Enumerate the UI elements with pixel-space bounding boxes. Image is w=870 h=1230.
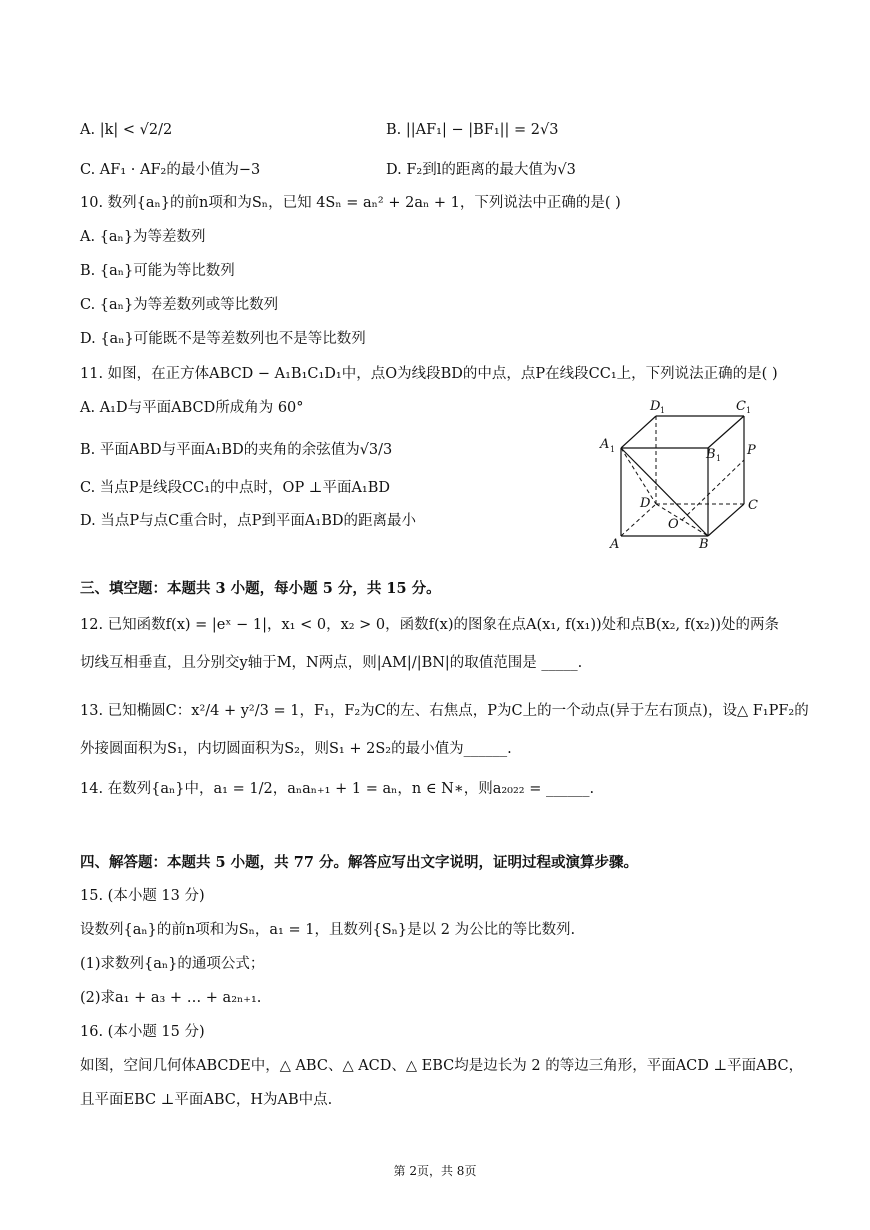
label-D1-sub: 1	[660, 406, 666, 415]
label-C1-sub: 1	[746, 406, 752, 415]
q9-option-c: C. AF₁ · AF₂的最小值为−3	[80, 162, 261, 178]
q11-option-a: A. A₁D与平面ABCD所成角为 60°	[80, 400, 304, 416]
q11-option-d: D. 当点P与点C重合时，点P到平面A₁BD的距离最小	[80, 513, 416, 529]
label-D: D	[640, 496, 651, 511]
label-A: A	[610, 537, 620, 552]
label-P: P	[747, 443, 756, 458]
q11-option-c: C. 当点P是线段CC₁的中点时，OP ⊥平面A₁BD	[80, 480, 391, 496]
q15-part2: (2)求a₁ + a₃ + … + a₂ₙ₊₁.	[80, 990, 262, 1006]
page-footer: 第 2页，共 8页	[393, 1164, 477, 1178]
q11-option-b: B. 平面ABD与平面A₁BD的夹角的余弦值为√3/3	[80, 442, 393, 458]
q15-stem: 设数列{aₙ}的前n项和为Sₙ，a₁ = 1，且数列{Sₙ}是以 2 为公比的等比数列.	[80, 922, 576, 938]
q16-title: 16. (本小题 15 分)	[80, 1024, 205, 1040]
q10-option-a: A. {aₙ}为等差数列	[80, 229, 206, 245]
label-A1: A	[600, 437, 610, 452]
q14: 14. 在数列{aₙ}中，a₁ = 1/2，aₙaₙ₊₁ + 1 = aₙ，n ∈ N∗，则a₂₀₂₂ = ______.	[80, 781, 595, 797]
cube-diagram	[596, 396, 772, 552]
label-B1: B	[706, 447, 716, 462]
q9-option-d: D. F₂到l的距离的最大值为√3	[386, 162, 576, 178]
label-C: C	[748, 498, 758, 513]
q15-title: 15. (本小题 13 分)	[80, 888, 205, 904]
q10-option-d: D. {aₙ}可能既不是等差数列也不是等比数列	[80, 331, 366, 347]
q15-part1: (1)求数列{aₙ}的通项公式；	[80, 956, 265, 972]
label-A1-sub: 1	[610, 445, 616, 454]
q10-option-c: C. {aₙ}为等差数列或等比数列	[80, 297, 279, 313]
q12-line1: 12. 已知函数f(x) = |eˣ − 1|，x₁ < 0，x₂ > 0，函数f(x)的图象在点A(x₁, f(x₁))处和点B(x₂, f(x₂))处的两条	[80, 617, 780, 633]
section4-heading: 四、解答题：本题共 5 小题，共 77 分。解答应写出文字说明，证明过程或演算步骤。	[80, 854, 638, 871]
section3-heading: 三、填空题：本题共 3 小题，每小题 5 分，共 15 分。	[80, 580, 441, 597]
label-B1-sub: 1	[716, 454, 722, 463]
q9-option-b: B. ||AF₁| − |BF₁|| = 2√3	[386, 122, 559, 138]
q16-line1: 如图，空间几何体ABCDE中，△ ABC、△ ACD、△ EBC均是边长为 2 的等边三角形，平面ACD ⊥平面ABC，	[80, 1058, 804, 1074]
q16-line2: 且平面EBC ⊥平面ABC，H为AB中点.	[80, 1092, 333, 1108]
q12-line2: 切线互相垂直，且分别交y轴于M，N两点，则|AM|/|BN|的取值范围是 _____.	[80, 655, 583, 671]
q10-stem: 10. 数列{aₙ}的前n项和为Sₙ，已知 4Sₙ = aₙ² + 2aₙ + 1，下列说法中正确的是( )	[80, 195, 621, 211]
label-C1: C	[736, 399, 746, 414]
label-B: B	[699, 537, 709, 552]
q13-line1: 13. 已知椭圆C：x²/4 + y²/3 = 1，F₁，F₂为C的左、右焦点，P为C上的一个动点(异于左右顶点)，设△ F₁PF₂的	[80, 703, 809, 719]
cube-figure	[596, 396, 772, 552]
q13-line2: 外接圆面积为S₁，内切圆面积为S₂，则S₁ + 2S₂的最小值为______.	[80, 741, 512, 757]
label-D1: D	[650, 399, 661, 414]
label-O: O	[668, 517, 679, 532]
q9-option-a: A. |k| < √2/2	[80, 122, 173, 138]
q11-stem: 11. 如图，在正方体ABCD − A₁B₁C₁D₁中，点O为线段BD的中点，点P在线段CC₁上，下列说法正确的是( )	[80, 366, 778, 382]
q10-option-b: B. {aₙ}可能为等比数列	[80, 263, 235, 279]
